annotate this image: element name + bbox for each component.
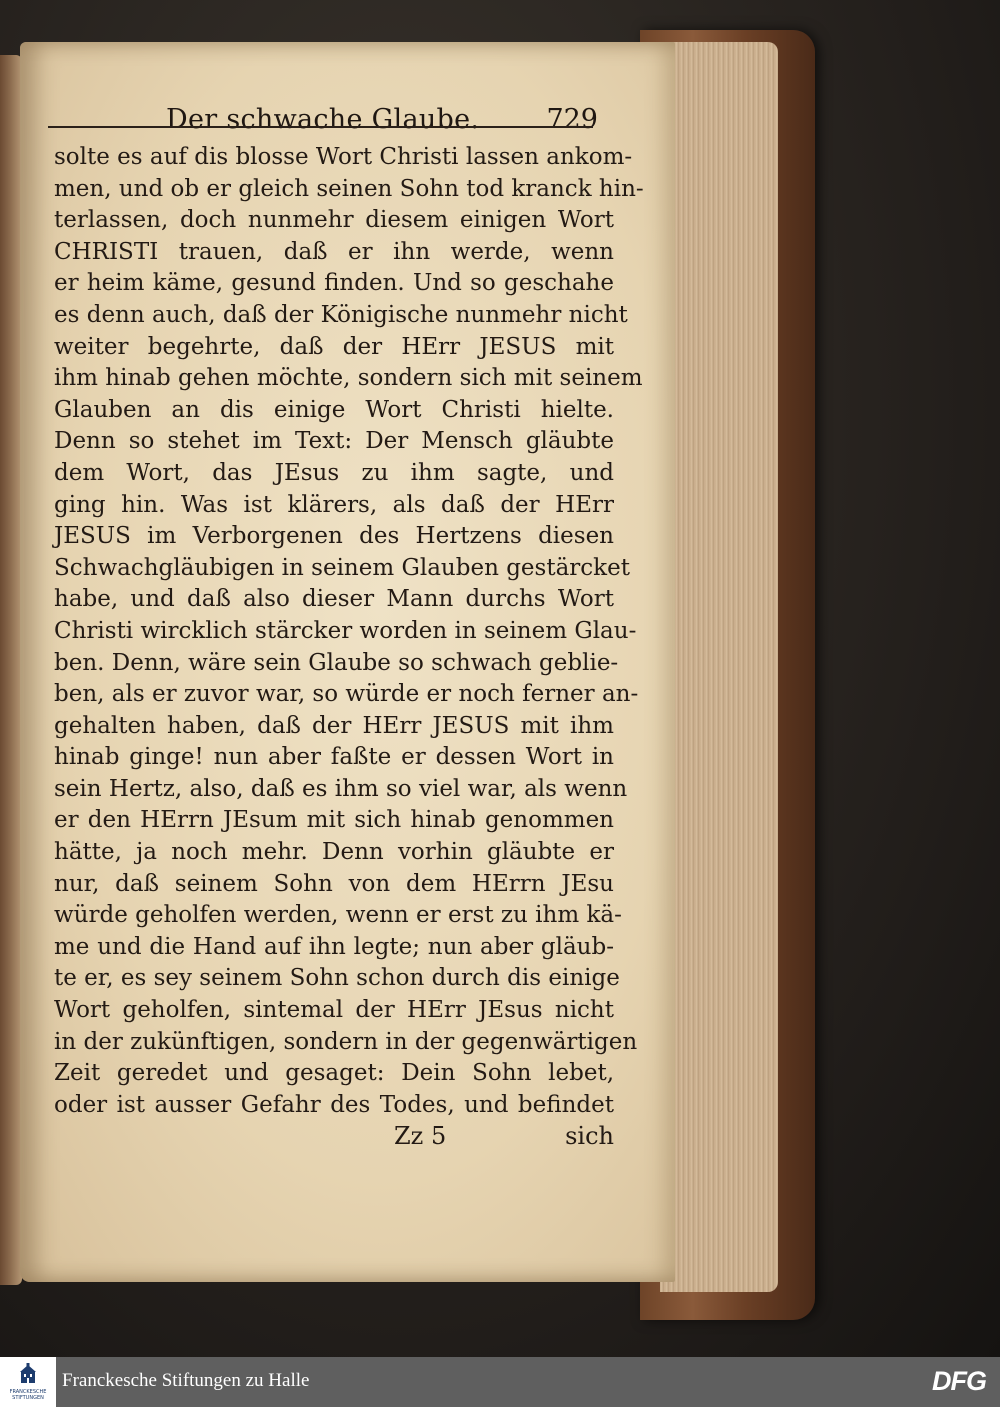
text-line: me und die Hand auf ihn legte; nun aber gläub- xyxy=(54,933,614,960)
text-line: men, und ob er gleich seinen Sohn tod kranck hin- xyxy=(54,175,644,202)
running-title: Der schwache Glaube. xyxy=(166,104,480,135)
page-footer xyxy=(54,1122,614,1162)
text-line: ben, als er zuvor war, so würde er noch ferner an- xyxy=(54,681,639,708)
text-line: er heim käme, gesund finden. Und so geschahe xyxy=(54,270,614,297)
header-rule xyxy=(48,126,593,128)
text-line: hätte, ja noch mehr. Denn vorhin gläubte er xyxy=(54,839,614,866)
text-line: JESUS im Verborgenen des Hertzens diesen xyxy=(54,523,614,550)
institution-name[interactable]: Franckesche Stiftungen zu Halle xyxy=(62,1370,310,1391)
text-line: te er, es sey seinem Sohn schon durch dis einige xyxy=(54,965,620,992)
page-number: 729 xyxy=(546,104,598,135)
previous-page-edge xyxy=(0,55,22,1285)
text-line: Wort geholfen, sintemal der HErr JEsus nicht xyxy=(54,997,614,1024)
attribution-bar xyxy=(0,1357,1000,1407)
text-line: solte es auf dis blosse Wort Christi lassen ankom- xyxy=(54,144,633,170)
text-line: in der zukünftigen, sondern in der gegenwärtigen xyxy=(54,1028,638,1055)
book-page xyxy=(20,42,675,1282)
text-line: Glauben an dis einige Wort Christi hielte. xyxy=(54,396,614,423)
dfg-logo[interactable]: DFG xyxy=(932,1366,986,1396)
text-line: gehalten haben, daß der HErr JESUS mit ihm xyxy=(54,712,614,739)
body-text xyxy=(54,142,644,1121)
orphanage-building-icon xyxy=(19,1363,37,1385)
text-line: hinab ginge! nun aber faßte er dessen Wort in xyxy=(54,744,614,771)
text-line: oder ist ausser Gefahr des Todes, und befindet xyxy=(54,1091,614,1118)
catchword: sich xyxy=(565,1122,614,1150)
text-line: habe, und daß also dieser Mann durchs Wort xyxy=(54,586,614,613)
text-line: er den HErrn JEsum mit sich hinab genommen xyxy=(54,807,614,834)
logo-text: FRANCKESCHE STIFTUNGEN xyxy=(9,1389,47,1401)
text-line: ben. Denn, wäre sein Glaube so schwach geblie- xyxy=(54,649,619,676)
text-line: Schwachgläubigen in seinem Glauben gestärcket xyxy=(54,554,630,581)
text-line: Zeit geredet und gesaget: Dein Sohn lebet, xyxy=(54,1060,614,1087)
text-line: sein Hertz, also, daß es ihm so viel war, als wenn xyxy=(54,775,628,802)
text-line: CHRISTI trauen, daß er ihn werde, wenn xyxy=(54,238,614,265)
text-line: terlassen, doch nunmehr diesem einigen Wort xyxy=(54,207,614,234)
text-line: würde geholfen werden, wenn er erst zu ihm kä- xyxy=(54,902,622,929)
text-line: nur, daß seinem Sohn von dem HErrn JEsu xyxy=(54,870,614,897)
text-line: weiter begehrte, daß der HErr JESUS mit xyxy=(54,333,614,360)
page-fore-edge xyxy=(660,42,778,1292)
page-header xyxy=(138,102,608,142)
institution-logo[interactable] xyxy=(0,1357,56,1407)
text-line: Christi wircklich stärcker worden in seinem Glau- xyxy=(54,617,637,644)
text-line: es denn auch, daß der Königische nunmehr nicht xyxy=(54,301,628,328)
text-line: dem Wort, das JEsus zu ihm sagte, und xyxy=(54,459,614,486)
text-line: ihm hinab gehen möchte, sondern sich mit seinem xyxy=(54,365,643,392)
signature-mark: Zz 5 xyxy=(394,1122,447,1150)
text-line: Denn so stehet im Text: Der Mensch gläubte xyxy=(54,428,614,455)
text-line: ging hin. Was ist klärers, als daß der HErr xyxy=(54,491,614,518)
